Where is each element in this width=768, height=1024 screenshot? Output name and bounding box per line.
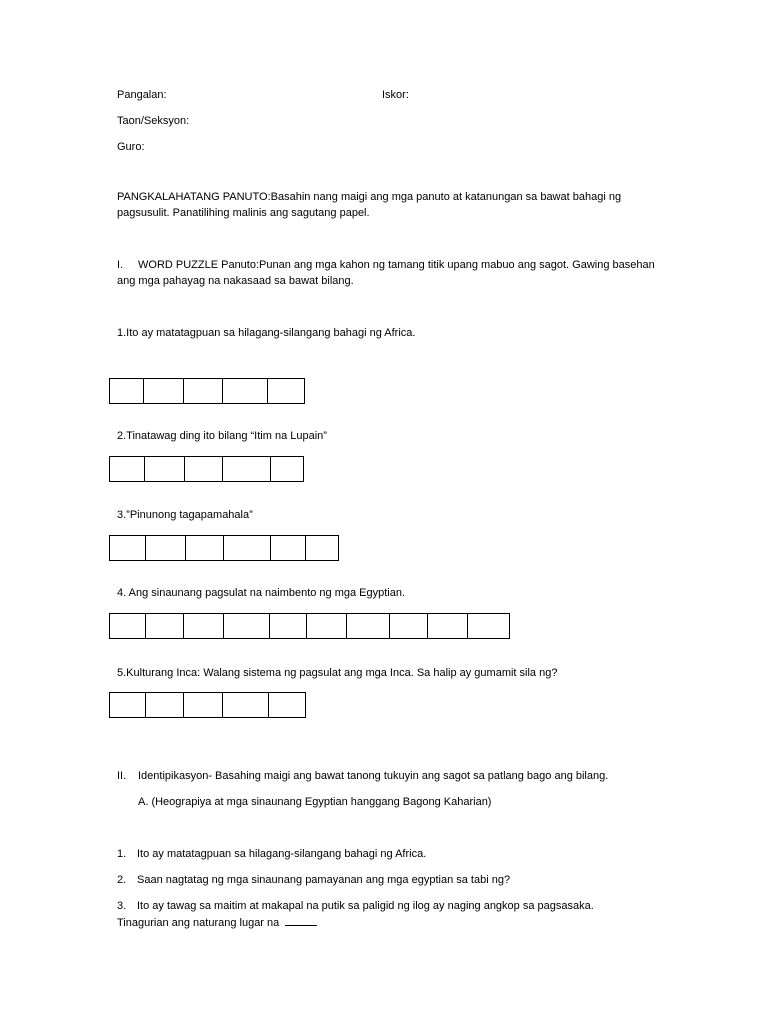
letter-box[interactable] (428, 613, 468, 639)
letter-box[interactable] (223, 378, 268, 404)
letter-box[interactable] (184, 613, 224, 639)
letter-box[interactable] (390, 613, 428, 639)
letter-box[interactable] (223, 692, 269, 718)
puzzle-answer-boxes-1[interactable] (109, 378, 305, 404)
letter-box[interactable] (146, 692, 184, 718)
puzzle-answer-boxes-3[interactable] (109, 535, 339, 561)
puzzle-question-2: 2.Tinatawag ding ito bilang “Itim na Lupain” (117, 430, 327, 442)
item-text: Ito ay matatagpuan sa hilagang-silangang bahagi ng Africa. (137, 848, 427, 860)
letter-box[interactable] (306, 535, 339, 561)
letter-box[interactable] (224, 613, 270, 639)
letter-box[interactable] (109, 535, 146, 561)
part2-instructions-text: Identipikasyon- Basahing maigi ang bawat tanong tukuyin ang sagot sa patlang bago ang bilang. (138, 770, 609, 782)
letter-box[interactable] (186, 535, 224, 561)
item-text: Saan nagtatag ng mga sinaunang pamayanan ang mga egyptian sa tabi ng? (137, 874, 511, 886)
letter-box[interactable] (223, 456, 271, 482)
general-instructions: PANGKALAHATANG PANUTO:Basahin nang maigi ang mga panuto at katanungan sa bawat bahagi ng pagsusulit. Panatilihing malinis ang sagutang papel. (117, 191, 622, 219)
letter-box[interactable] (146, 535, 186, 561)
item-number: 1. (117, 848, 127, 860)
part1-instructions (117, 258, 657, 290)
identification-item-2 (117, 873, 510, 889)
letter-box[interactable] (268, 378, 305, 404)
puzzle-question-3: 3.”Pinunong tagapamahala” (117, 509, 253, 521)
puzzle-question-4: 4. Ang sinaunang pagsulat na naimbento ng mga Egyptian. (117, 587, 406, 599)
puzzle-answer-boxes-2[interactable] (109, 456, 304, 482)
letter-box[interactable] (269, 692, 306, 718)
letter-box[interactable] (468, 613, 510, 639)
letter-box[interactable] (307, 613, 347, 639)
part2-numeral: II. (117, 770, 127, 782)
letter-box[interactable] (144, 378, 184, 404)
letter-box[interactable] (185, 456, 223, 482)
part1-numeral: I. (117, 259, 124, 271)
puzzle-question-5: 5.Kulturang Inca: Walang sistema ng pagsulat ang mga Inca. Sa halip ay gumamit sila ng? (117, 667, 558, 679)
letter-box[interactable] (109, 378, 144, 404)
letter-box[interactable] (184, 692, 223, 718)
identification-item-1 (117, 847, 426, 863)
part2-instructions (117, 769, 608, 785)
letter-box[interactable] (145, 456, 185, 482)
section-label: Taon/Seksyon: (117, 115, 190, 127)
letter-box[interactable] (271, 535, 306, 561)
part1-instructions-text: WORD PUZZLE Panuto:Punan ang mga kahon ng tamang titik upang mabuo ang sagot. Gawing basehan ang mga pahayag na nakasaad sa bawat bilang. (117, 259, 655, 287)
identification-item-3-continuation (117, 915, 317, 932)
letter-box[interactable] (184, 378, 223, 404)
item-continuation-text: Tinagurian ang naturang lugar na (117, 917, 280, 929)
item-text: Ito ay tawag sa maitim at makapal na putik sa paligid ng ilog ay naging angkop sa pagsasaka. (137, 900, 594, 912)
letter-box[interactable] (146, 613, 184, 639)
item-number: 3. (117, 900, 127, 912)
letter-box[interactable] (109, 613, 146, 639)
puzzle-question-1: 1.Ito ay matatagpuan sa hilagang-silangang bahagi ng Africa. (117, 327, 416, 339)
letter-box[interactable] (271, 456, 304, 482)
teacher-label: Guro: (117, 141, 145, 153)
letter-box[interactable] (347, 613, 390, 639)
name-label: Pangalan: (117, 89, 167, 101)
letter-box[interactable] (109, 456, 145, 482)
item-number: 2. (117, 874, 127, 886)
letter-box[interactable] (109, 692, 146, 718)
puzzle-answer-boxes-4[interactable] (109, 613, 510, 639)
answer-blank[interactable] (285, 915, 317, 926)
letter-box[interactable] (270, 613, 307, 639)
identification-item-3 (117, 899, 594, 915)
score-label: Iskor: (382, 89, 409, 101)
part2-subheading: A. (Heograpiya at mga sinaunang Egyptian hanggang Bagong Kaharian) (138, 796, 492, 808)
puzzle-answer-boxes-5[interactable] (109, 692, 306, 718)
letter-box[interactable] (224, 535, 271, 561)
